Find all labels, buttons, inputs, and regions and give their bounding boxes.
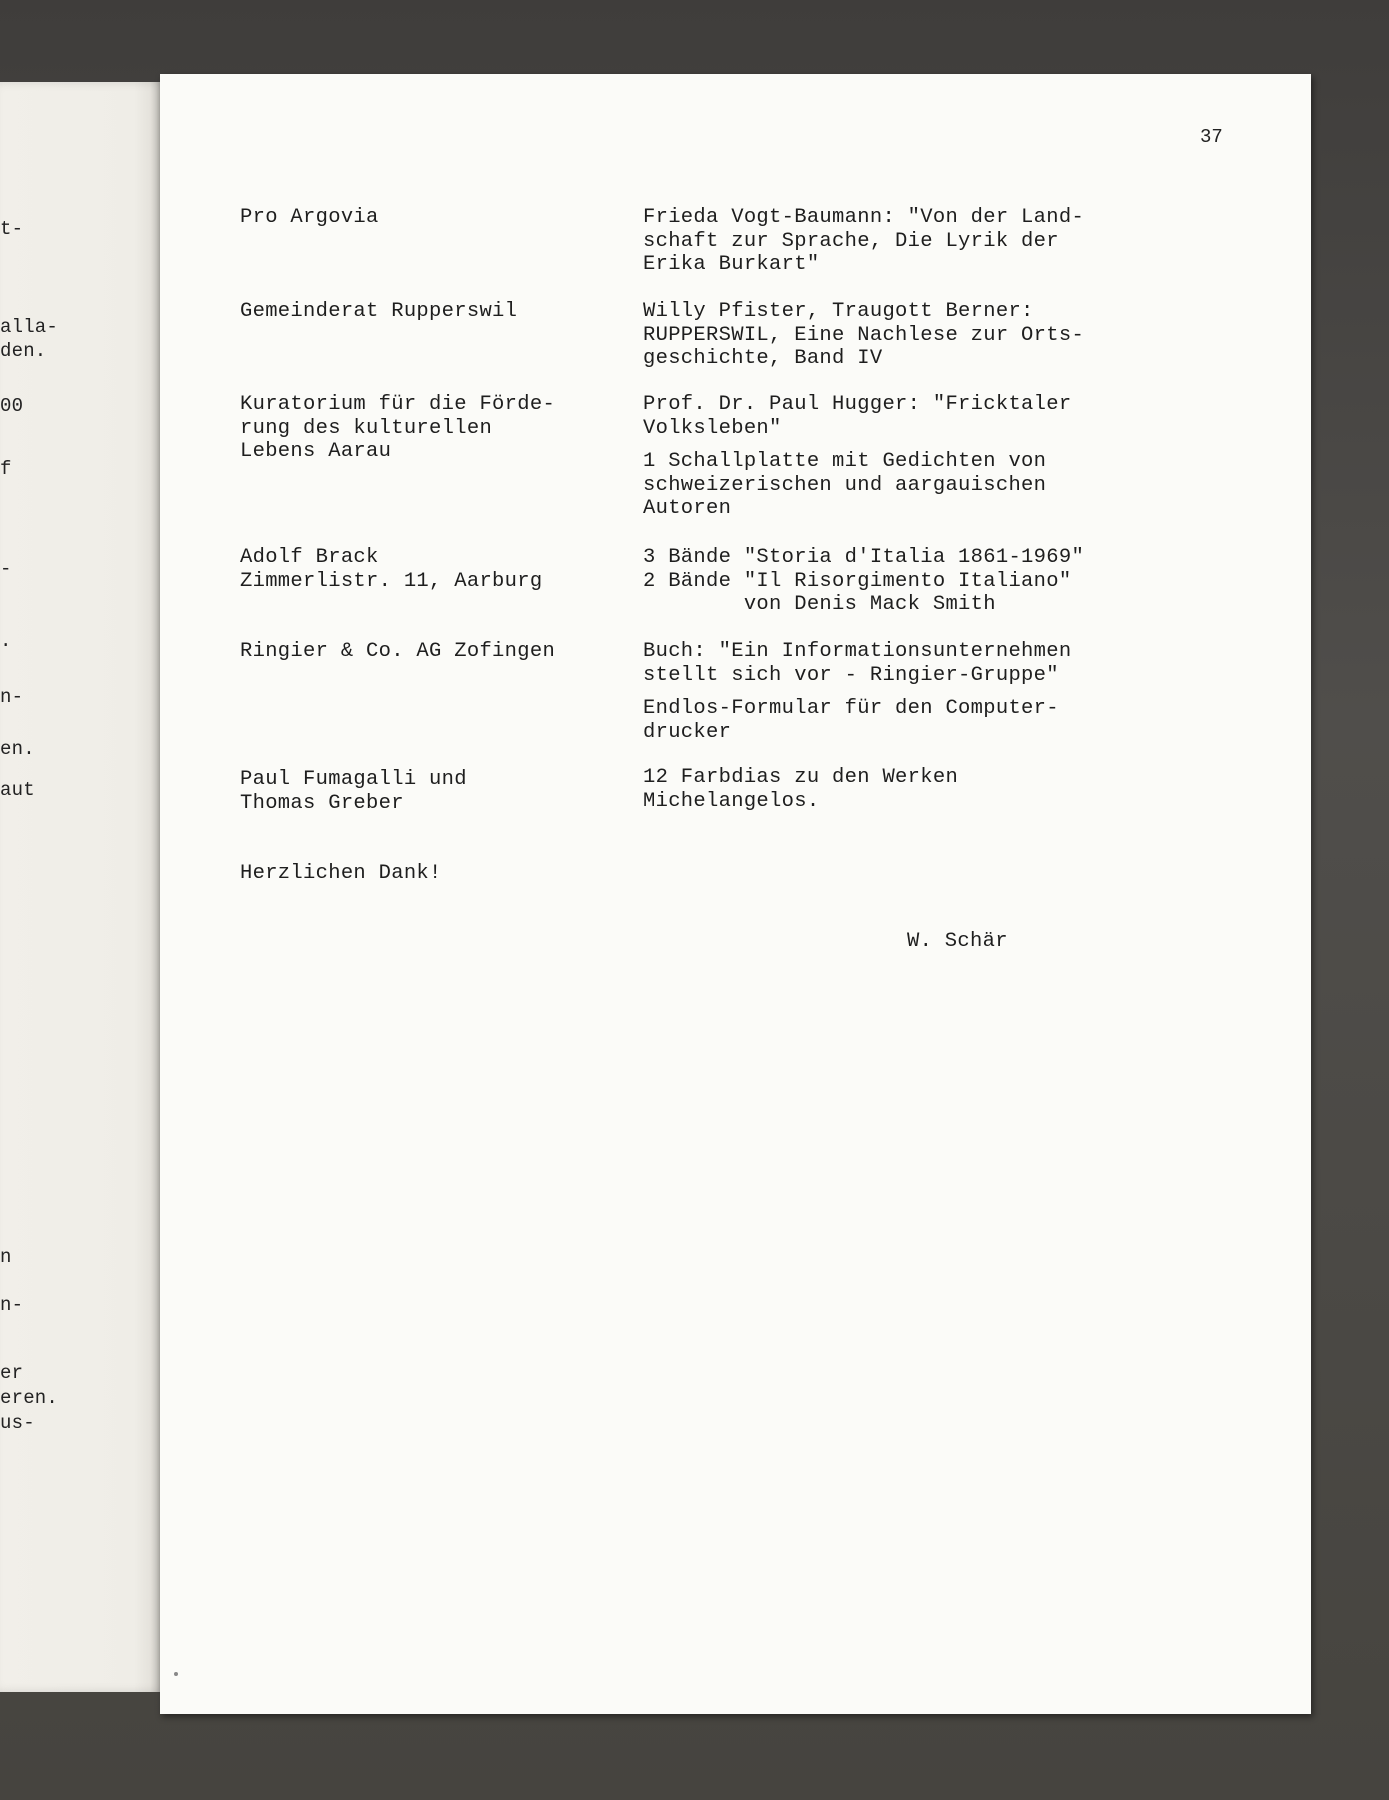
donor-name: Paul Fumagalli und Thomas Greber [240, 768, 467, 815]
left-page-fragment: eren. [0, 1387, 59, 1409]
donor-name: Kuratorium für die Förde- rung des kulturellen Lebens Aarau [240, 393, 556, 463]
gift-description: 12 Farbdias zu den Werken Michelangelos. [643, 766, 959, 813]
left-page-fragment: den. [0, 340, 47, 362]
gift-description: Willy Pfister, Traugott Berner: RUPPERSWIL, Eine Nachlese zur Orts- geschichte, Band IV [643, 300, 1085, 370]
left-page-fragment: 00 [0, 395, 24, 417]
donor-name: Pro Argovia [240, 206, 379, 229]
page-number: 37 [1200, 126, 1223, 148]
left-page-fragment: n [0, 1246, 12, 1268]
gift-description: 1 Schallplatte mit Gedichten von schweizerischen und aargauischen Autoren [643, 450, 1047, 520]
left-page-fragment: t- [0, 218, 24, 240]
left-page-fragment: er [0, 1362, 24, 1384]
left-page-fragment: - [0, 558, 12, 580]
left-page-fragment: us- [0, 1412, 35, 1434]
gift-description: Endlos-Formular für den Computer- drucker [643, 697, 1059, 744]
gift-description: Prof. Dr. Paul Hugger: "Fricktaler Volksleben" [643, 393, 1072, 440]
left-page-fragment: en. [0, 738, 35, 760]
facing-page-left [0, 82, 168, 1692]
donor-name: Adolf Brack Zimmerlistr. 11, Aarburg [240, 546, 543, 593]
left-page-fragment: f [0, 458, 12, 480]
donor-name: Ringier & Co. AG Zofingen [240, 640, 556, 663]
gift-description: Frieda Vogt-Baumann: "Von der Land- schaft zur Sprache, Die Lyrik der Erika Burkart" [643, 206, 1085, 276]
left-page-fragment: n- [0, 686, 24, 708]
gift-description: 3 Bände "Storia d'Italia 1861-1969" 2 Bände "Il Risorgimento Italiano" von Denis Mack Smith [643, 546, 1085, 616]
left-page-fragment: aut [0, 779, 35, 801]
left-page-fragment: n- [0, 1294, 24, 1316]
paper-speck [174, 1672, 178, 1676]
left-page-fragment: alla- [0, 316, 59, 338]
donor-name: Gemeinderat Rupperswil [240, 300, 518, 323]
signature: W. Schär [907, 930, 1008, 953]
left-page-fragment: . [0, 630, 12, 652]
gift-description: Buch: "Ein Informationsunternehmen stellt sich vor - Ringier-Gruppe" [643, 640, 1072, 687]
closing-thanks: Herzlichen Dank! [240, 862, 442, 885]
